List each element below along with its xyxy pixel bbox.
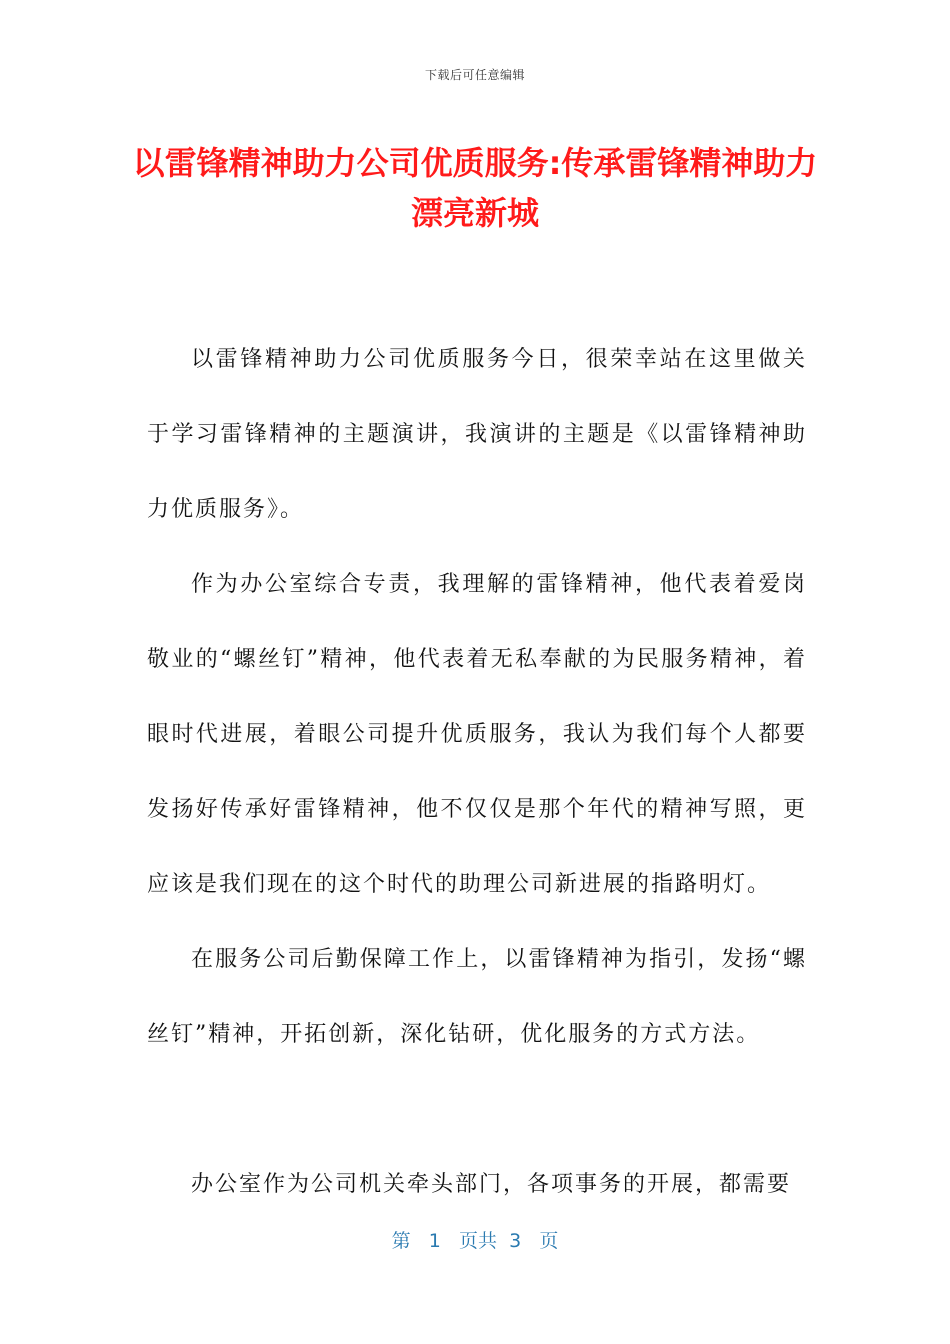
page-footer <box>0 1226 950 1253</box>
paragraph: 以雷锋精神助力公司优质服务今日，很荣幸站在这里做关于学习雷锋精神的主题演讲，我演讲的主题是《以雷锋精神助力优质服务》。 <box>147 347 807 522</box>
footer-prefix: 第 <box>391 1230 411 1252</box>
footer-middle: 页共 <box>459 1230 498 1252</box>
header-note: 下载后可任意编辑 <box>424 68 525 82</box>
page-number: 1 <box>428 1230 441 1252</box>
paragraph: 在服务公司后勤保障工作上，以雷锋精神为指引，发扬“螺丝钉”精神，开拓创新，深化钻研，优化服务的方式方法。 <box>147 947 807 1047</box>
paragraph: 办公室作为公司机关牵头部门，各项事务的开展，都需要 <box>191 1172 792 1197</box>
page-total: 3 <box>509 1230 522 1252</box>
footer-suffix: 页 <box>539 1230 559 1252</box>
document-title: 以雷锋精神助力公司优质服务:传承雷锋精神助力漂亮新城 <box>132 144 818 232</box>
document-body <box>147 322 807 1222</box>
paragraph: 作为办公室综合专责，我理解的雷锋精神，他代表着爱岗敬业的“螺丝钉”精神，他代表着无私奉献的为民服务精神，着眼时代进展，着眼公司提升优质服务，我认为我们每个人都要发扬好传承好雷锋精神，他不仅仅是那个年代的精神写照，更应该是我们现在的这个时代的助理公司新进展的指路明灯。 <box>147 572 807 897</box>
